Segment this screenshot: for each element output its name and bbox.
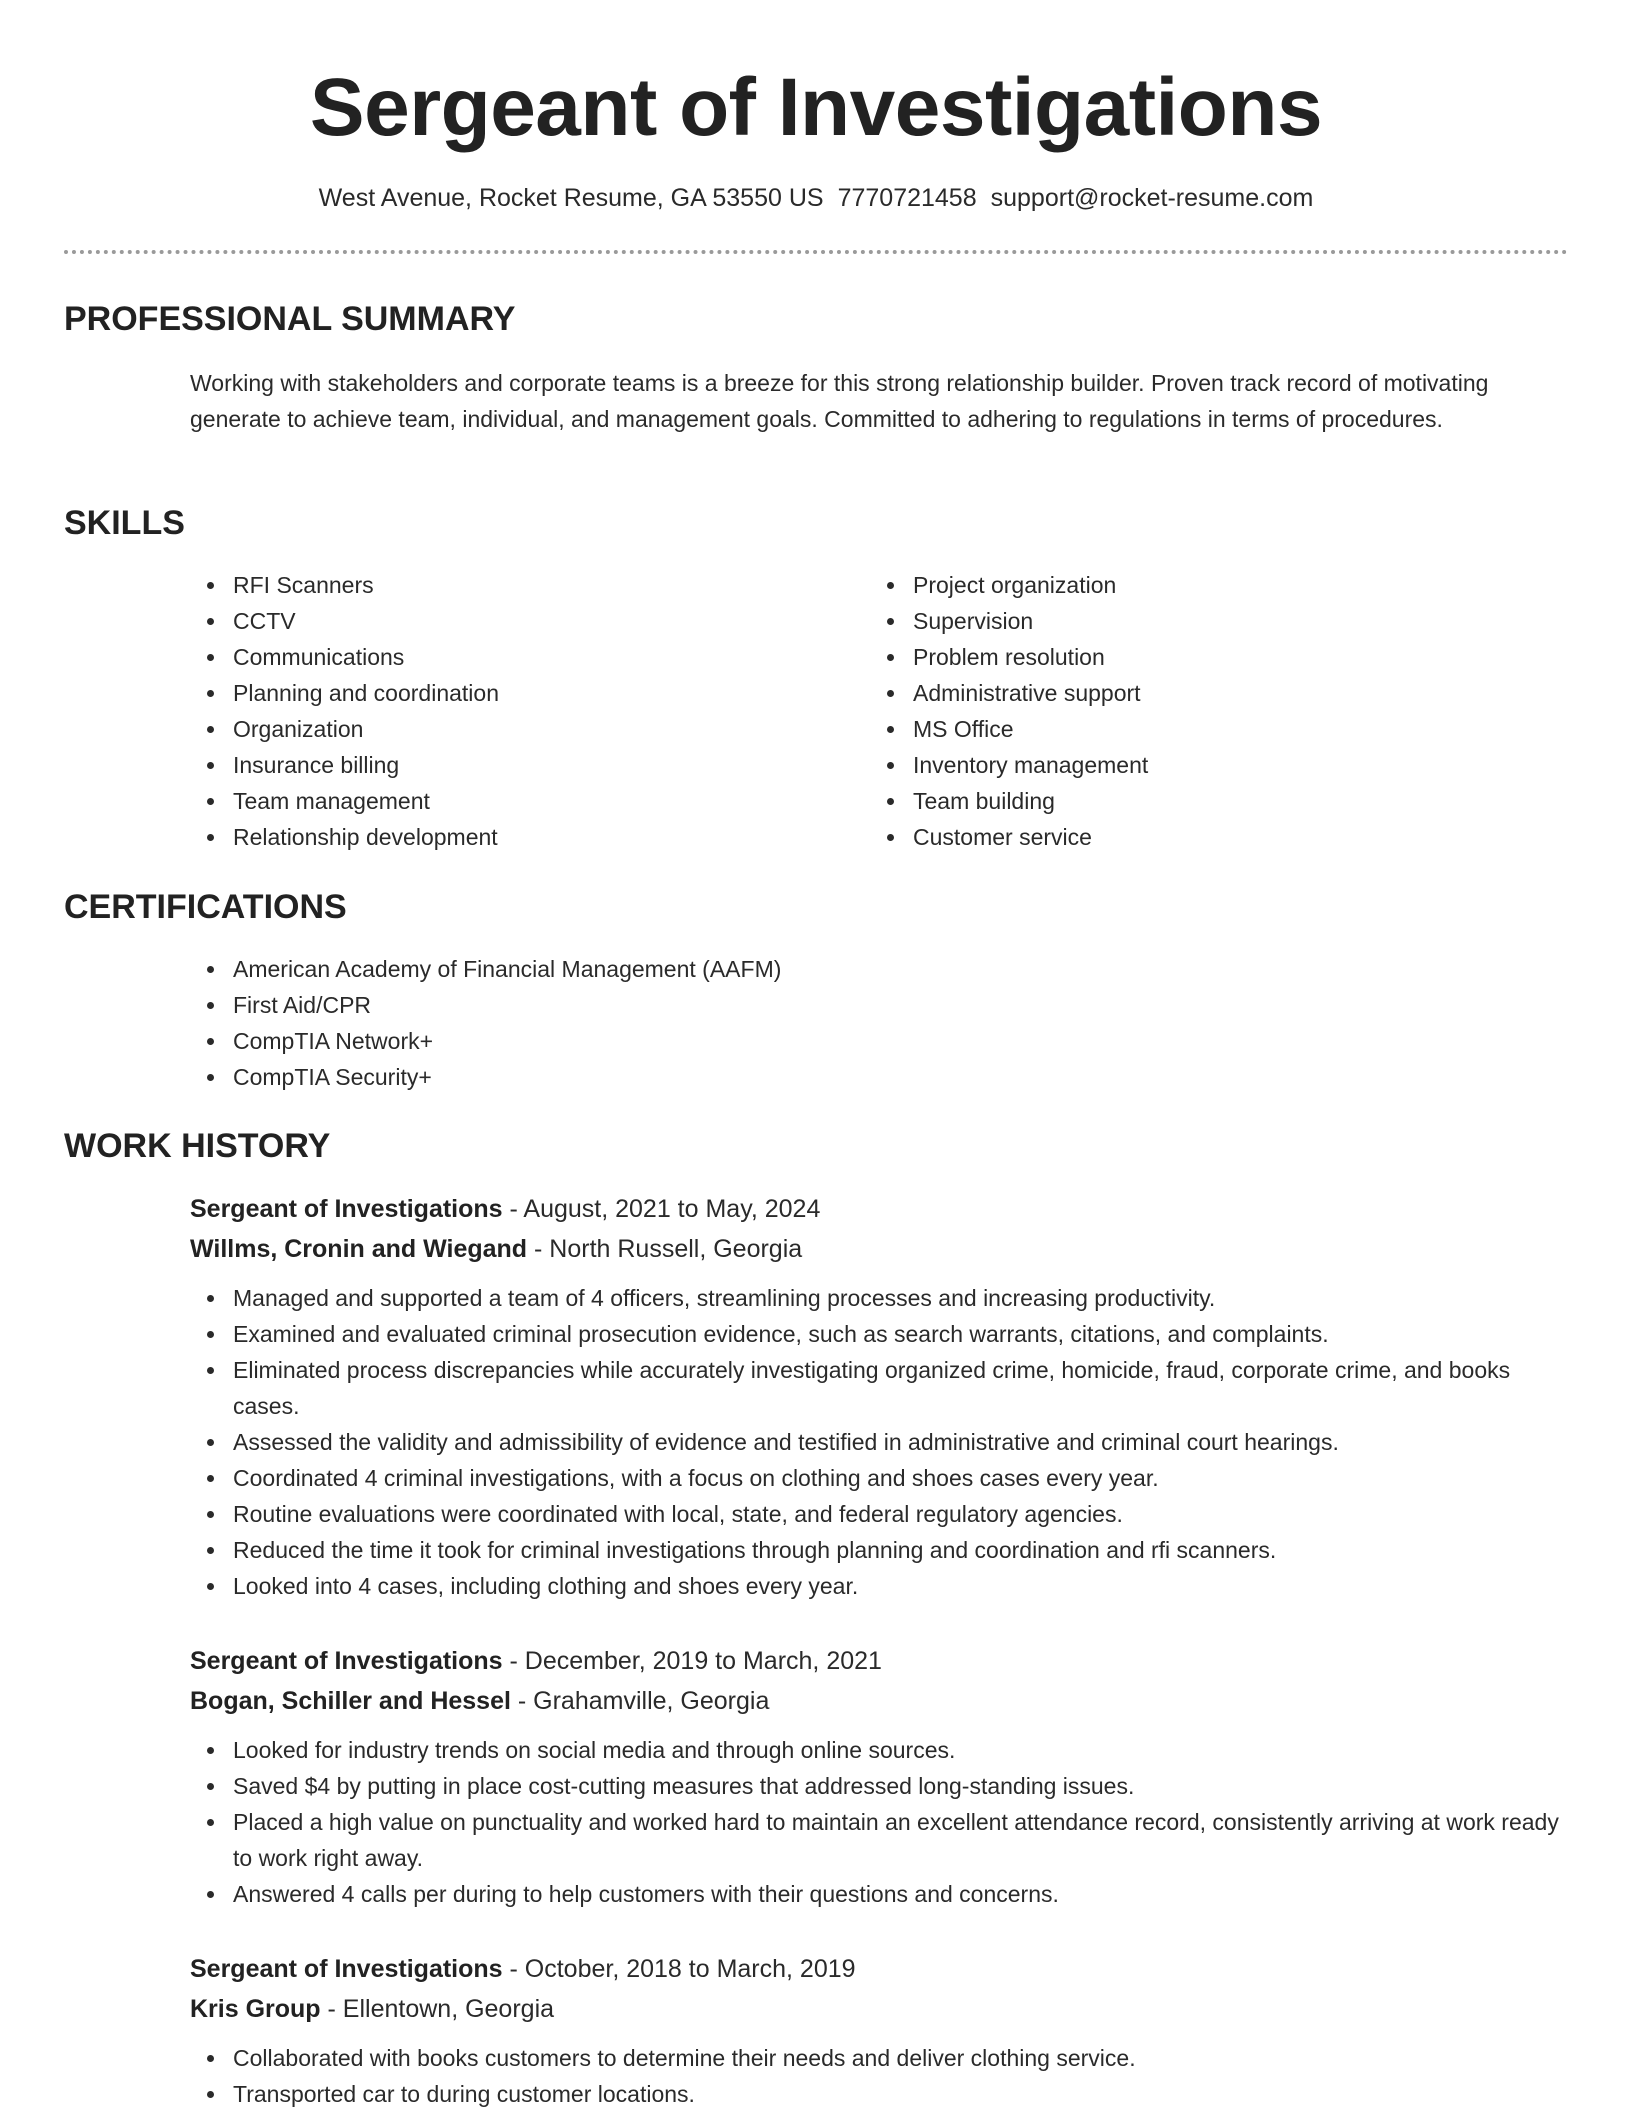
list-item: Planning and coordination bbox=[190, 675, 830, 711]
job-company-line bbox=[190, 1989, 1570, 2029]
summary-heading: PROFESSIONAL SUMMARY bbox=[64, 300, 516, 338]
list-item: Relationship development bbox=[190, 819, 830, 855]
job-dates: - December, 2019 to March, 2021 bbox=[502, 1647, 882, 1675]
job-company-line bbox=[190, 1229, 1570, 1269]
list-item: Placed a high value on punctuality and worked hard to maintain an excellent attendance record, consistently arriving at work ready to work right away. bbox=[190, 1804, 1570, 1876]
list-item: Looked for industry trends on social media and through online sources. bbox=[190, 1732, 1570, 1768]
list-item: Saved $4 by putting in place cost-cutting measures that addressed long-standing issues. bbox=[190, 1768, 1570, 1804]
job-dates: - August, 2021 to May, 2024 bbox=[502, 1195, 821, 1223]
job-title-line bbox=[190, 1189, 1570, 1229]
list-item: CompTIA Network+ bbox=[190, 1023, 1570, 1059]
job-company-line bbox=[190, 1681, 1570, 1721]
list-item: First Aid/CPR bbox=[190, 987, 1570, 1023]
job-duties-list bbox=[190, 2040, 1570, 2112]
job-location: - Ellentown, Georgia bbox=[320, 1995, 555, 2023]
job-duties-list bbox=[190, 1732, 1570, 1912]
list-item: Team management bbox=[190, 783, 830, 819]
list-item: Inventory management bbox=[870, 747, 1510, 783]
skills-list-left bbox=[190, 567, 830, 855]
list-item: Project organization bbox=[870, 567, 1510, 603]
list-item: Assessed the validity and admissibility of evidence and testified in administrative and criminal court hearings. bbox=[190, 1424, 1570, 1460]
job-entry bbox=[190, 1189, 1570, 1604]
list-item: Coordinated 4 criminal investigations, with a focus on clothing and shoes cases every year. bbox=[190, 1460, 1570, 1496]
certifications-heading: CERTIFICATIONS bbox=[64, 888, 347, 926]
contact-address: West Avenue, Rocket Resume, GA 53550 US bbox=[318, 184, 824, 212]
list-item: Problem resolution bbox=[870, 639, 1510, 675]
list-item: Communications bbox=[190, 639, 830, 675]
job-entry bbox=[190, 1641, 1570, 1912]
list-item: Insurance billing bbox=[190, 747, 830, 783]
list-item: Customer service bbox=[870, 819, 1510, 855]
job-company: Bogan, Schiller and Hessel bbox=[190, 1687, 511, 1715]
job-company: Kris Group bbox=[190, 1995, 321, 2023]
job-title-line bbox=[190, 1949, 1570, 1989]
list-item: Reduced the time it took for criminal investigations through planning and coordination and rfi scanners. bbox=[190, 1532, 1570, 1568]
job-dates: - October, 2018 to March, 2019 bbox=[502, 1955, 856, 1983]
list-item: CompTIA Security+ bbox=[190, 1059, 1570, 1095]
work-history-heading: WORK HISTORY bbox=[64, 1127, 331, 1165]
list-item: Eliminated process discrepancies while accurately investigating organized crime, homicide, fraud, corporate crime, and books cases. bbox=[190, 1352, 1570, 1424]
job-title: Sergeant of Investigations bbox=[190, 1955, 503, 1983]
skills-heading: SKILLS bbox=[64, 504, 185, 542]
list-item: MS Office bbox=[870, 711, 1510, 747]
contact-email: support@rocket-resume.com bbox=[990, 184, 1314, 212]
list-item: Collaborated with books customers to determine their needs and deliver clothing service. bbox=[190, 2040, 1570, 2076]
list-item: Managed and supported a team of 4 officers, streamlining processes and increasing productivity. bbox=[190, 1280, 1570, 1316]
summary-text: Working with stakeholders and corporate teams is a breeze for this strong relationship builder. Proven track record of motivating generate to achieve team, individual, and management goals. Committed to adhering to regulations in terms of procedures. bbox=[190, 370, 1489, 432]
list-item: Looked into 4 cases, including clothing and shoes every year. bbox=[190, 1568, 1570, 1604]
skills-list-right bbox=[870, 567, 1510, 855]
list-item: Supervision bbox=[870, 603, 1510, 639]
job-location: - North Russell, Georgia bbox=[527, 1235, 803, 1263]
header-divider bbox=[64, 250, 1568, 254]
list-item: American Academy of Financial Management (AAFM) bbox=[190, 951, 1570, 987]
list-item: Administrative support bbox=[870, 675, 1510, 711]
list-item: Team building bbox=[870, 783, 1510, 819]
job-title-line bbox=[190, 1641, 1570, 1681]
list-item: Transported car to during customer locations. bbox=[190, 2076, 1570, 2112]
job-location: - Grahamville, Georgia bbox=[510, 1687, 770, 1715]
job-title: Sergeant of Investigations bbox=[190, 1647, 503, 1675]
list-item: CCTV bbox=[190, 603, 830, 639]
contact-info bbox=[0, 180, 1632, 216]
list-item: RFI Scanners bbox=[190, 567, 830, 603]
resume-title: Sergeant of Investigations bbox=[309, 62, 1323, 153]
list-item: Examined and evaluated criminal prosecution evidence, such as search warrants, citations, and complaints. bbox=[190, 1316, 1570, 1352]
job-company: Willms, Cronin and Wiegand bbox=[190, 1235, 528, 1263]
list-item: Routine evaluations were coordinated with local, state, and federal regulatory agencies. bbox=[190, 1496, 1570, 1532]
certifications-list bbox=[190, 951, 1570, 1095]
job-entry bbox=[190, 1949, 1570, 2112]
job-title: Sergeant of Investigations bbox=[190, 1195, 503, 1223]
list-item: Organization bbox=[190, 711, 830, 747]
list-item: Answered 4 calls per during to help customers with their questions and concerns. bbox=[190, 1876, 1570, 1912]
contact-phone: 7770721458 bbox=[837, 184, 977, 212]
job-duties-list bbox=[190, 1280, 1570, 1604]
